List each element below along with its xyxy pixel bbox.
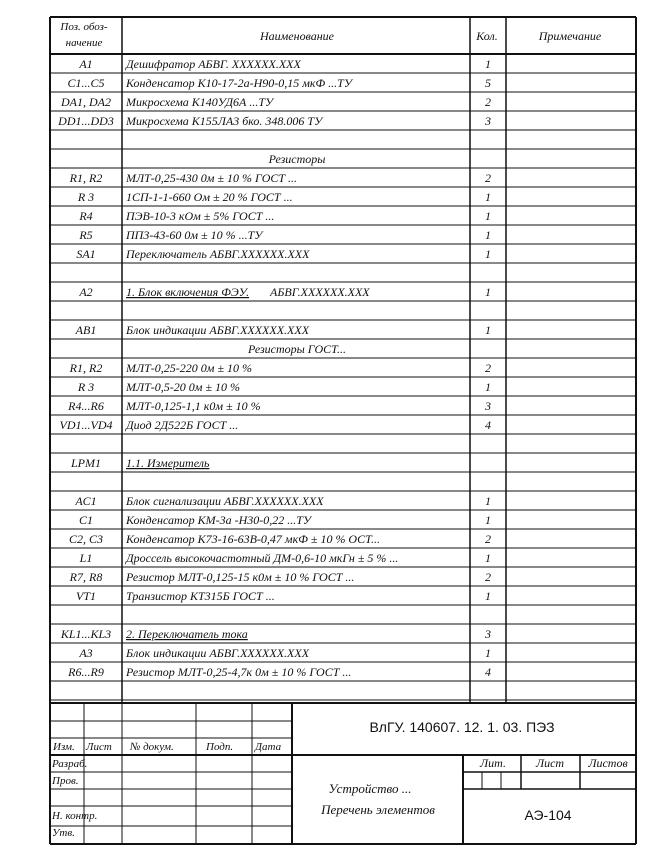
row-quantity: 1 bbox=[485, 551, 491, 565]
row-name: Конденсатор КМ-3а -Н30-0,22 ...ТУ bbox=[126, 513, 312, 527]
row-quantity: 3 bbox=[485, 114, 491, 128]
razrab-label: Разраб. bbox=[52, 758, 88, 770]
row-position: R7, R8 bbox=[69, 570, 103, 584]
row-position: AB1 bbox=[75, 323, 97, 337]
row-quantity: 1 bbox=[485, 380, 491, 394]
row-name: Конденсатор К73-16-63В-0,47 мкФ ± 10 % ОСТ... bbox=[126, 532, 381, 546]
row-quantity: 1 bbox=[485, 646, 491, 660]
row-name: ПП3-43-60 0м ± 10 % ...ТУ bbox=[126, 228, 263, 242]
row-quantity: 1 bbox=[485, 247, 491, 261]
utv-label: Утв. bbox=[52, 827, 75, 839]
row-quantity: 1 bbox=[485, 323, 491, 337]
row-name: Микросхема К155ЛА3 бко. 348.006 ТУ bbox=[126, 114, 323, 128]
section-heading: Резисторы ГОСТ... bbox=[247, 342, 347, 356]
title-block bbox=[51, 719, 628, 839]
row-name: МЛТ-0,25-220 0м ± 10 % bbox=[126, 361, 253, 375]
row-position: LPM1 bbox=[71, 456, 101, 470]
row-name: Блок сигнализации АБВГ.XXXXXX.XXX bbox=[126, 494, 324, 508]
row-quantity: 1 bbox=[485, 513, 491, 527]
row-position: R 3 bbox=[77, 380, 95, 394]
col-podp-label: Подп. bbox=[206, 741, 234, 753]
row-position: R5 bbox=[79, 228, 93, 242]
row-position: VD1...VD4 bbox=[59, 418, 113, 432]
row-quantity: 2 bbox=[485, 361, 491, 375]
col-data-label: Дата bbox=[255, 741, 282, 753]
row-name: Дроссель высокочастотный ДМ-0,6-10 мкГн ± 5 % ... bbox=[126, 551, 399, 565]
row-quantity: 1 bbox=[485, 228, 491, 242]
row-position: C1 bbox=[78, 513, 94, 527]
row-position: DA1, DA2 bbox=[61, 95, 111, 109]
col-doc-label: № докум. bbox=[130, 741, 174, 753]
header-note: Примечание bbox=[538, 29, 602, 43]
row-position: R4...R6 bbox=[68, 399, 104, 413]
row-quantity: 3 bbox=[485, 627, 491, 641]
row-quantity: 4 bbox=[485, 665, 491, 679]
row-name: 1. Блок включения ФЭУ. bbox=[126, 285, 250, 299]
row-name: Транзистор КТ315Б ГОСТ ... bbox=[126, 589, 275, 603]
row-position: R 3 bbox=[77, 190, 95, 204]
row-quantity: 1 bbox=[485, 209, 491, 223]
header-name: Наименование bbox=[259, 29, 335, 43]
document-code: АЭ-104 bbox=[524, 807, 572, 823]
lit-label: Лит. bbox=[480, 756, 506, 770]
row-position: C1...C5 bbox=[67, 76, 105, 90]
row-position: R1, R2 bbox=[69, 171, 103, 185]
header-pos-line1: Поз. обоз- bbox=[60, 21, 108, 33]
sheet-label: Лист bbox=[535, 756, 565, 770]
row-quantity: 2 bbox=[485, 532, 491, 546]
row-quantity: 1 bbox=[485, 190, 491, 204]
row-position: DD1...DD3 bbox=[58, 114, 114, 128]
row-quantity: 1 bbox=[485, 494, 491, 508]
row-position: R6...R9 bbox=[68, 665, 104, 679]
row-name: Дешифратор АБВГ. XXXXXX.XXX bbox=[126, 57, 301, 71]
row-name: Блок индикации АБВГ.XXXXXX.XXX bbox=[126, 646, 310, 660]
row-position: SA1 bbox=[76, 247, 96, 261]
section-heading: Резисторы bbox=[268, 152, 326, 166]
row-name: 1.1. Измеритель bbox=[126, 456, 210, 470]
title-line1: Устройство ... bbox=[328, 781, 412, 796]
row-name-tail: АБВГ.XXXXXX.XXX bbox=[270, 285, 370, 299]
sheets-label: Листов bbox=[588, 756, 628, 770]
row-name: Блок индикации АБВГ.XXXXXX.XXX bbox=[126, 323, 310, 337]
row-name: МЛТ-0,5-20 0м ± 10 % bbox=[126, 380, 241, 394]
row-position: VT1 bbox=[75, 589, 97, 603]
row-position: R4 bbox=[79, 209, 93, 223]
row-name: 1СП-1-1-660 Ом ± 20 % ГОСТ ... bbox=[126, 190, 293, 204]
row-position: KL1...KL3 bbox=[60, 627, 112, 641]
header-pos-line2: начение bbox=[65, 37, 103, 49]
row-quantity: 5 bbox=[485, 76, 491, 90]
row-quantity: 2 bbox=[485, 95, 491, 109]
row-name: Переключатель АБВГ.XXXXXX.XXX bbox=[126, 247, 310, 261]
row-position: A3 bbox=[79, 646, 93, 660]
row-quantity: 2 bbox=[485, 570, 491, 584]
row-quantity: 4 bbox=[485, 418, 491, 432]
row-quantity: 1 bbox=[485, 589, 491, 603]
col-izm-label: Изм. bbox=[53, 741, 75, 753]
row-name: Конденсатор К10-17-2а-Н90-0,15 мкФ ...ТУ bbox=[126, 76, 352, 90]
col-list-label: Лист bbox=[86, 741, 112, 753]
row-quantity: 3 bbox=[485, 399, 491, 413]
n-kontr-label: Н. контр. bbox=[52, 810, 98, 822]
row-name: Микросхема К140УД6А ...ТУ bbox=[126, 95, 274, 109]
row-quantity: 2 bbox=[485, 171, 491, 185]
row-position: C2, C3 bbox=[68, 532, 104, 546]
row-quantity: 1 bbox=[485, 57, 491, 71]
header-qty: Кол. bbox=[476, 29, 498, 43]
row-name: Резистор МЛТ-0,125-15 к0м ± 10 % ГОСТ ... bbox=[126, 570, 355, 584]
row-name: МЛТ-0,125-1,1 к0м ± 10 % bbox=[126, 399, 261, 413]
row-quantity: 1 bbox=[485, 285, 491, 299]
row-position: AC1 bbox=[75, 494, 97, 508]
row-position: R1, R2 bbox=[69, 361, 103, 375]
prov-label: Пров. bbox=[52, 775, 79, 787]
row-position: A2 bbox=[79, 285, 93, 299]
row-position: A1 bbox=[79, 57, 93, 71]
title-line2: Перечень элементов bbox=[321, 802, 435, 817]
row-name: МЛТ-0,25-430 0м ± 10 % ГОСТ ... bbox=[126, 171, 298, 185]
row-name: Диод 2Д522Б ГОСТ ... bbox=[126, 418, 239, 432]
table-header bbox=[59, 21, 601, 49]
document-designation: ВлГУ. 140607. 12. 1. 03. ПЭЗ bbox=[369, 719, 555, 735]
row-name: Резистор МЛТ-0,25-4,7к 0м ± 10 % ГОСТ ... bbox=[126, 665, 352, 679]
row-position: L1 bbox=[79, 551, 93, 565]
row-name: ПЭВ-10-3 кОм ± 5% ГОСТ ... bbox=[126, 209, 275, 223]
row-name: 2. Переключатель тока bbox=[126, 627, 248, 641]
